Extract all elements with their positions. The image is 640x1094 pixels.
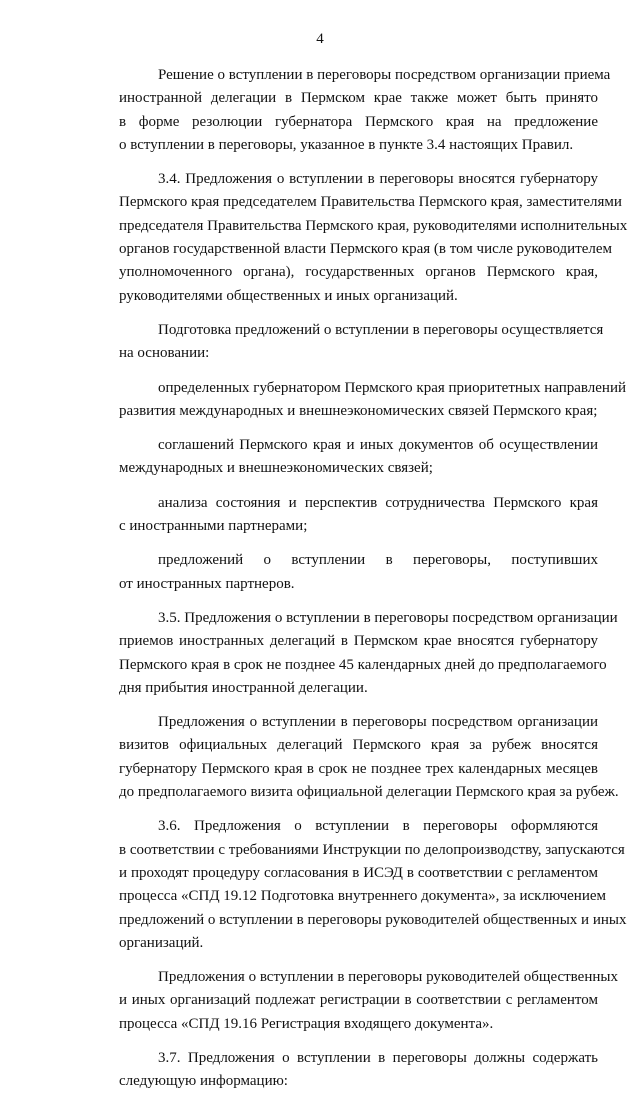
text-line: процесса «СПД 19.12 Подготовка внутреннего документа», за исключением: [119, 888, 606, 905]
text-line: следующую информацию:: [119, 1073, 288, 1090]
text-line: губернатору Пермского края в срок не позднее трех календарных месяцев: [119, 760, 598, 777]
text-line: Предложения о вступлении в переговоры посредством организации: [158, 714, 598, 731]
text-line: и иных организаций подлежат регистрации в соответствии с регламентом: [119, 992, 598, 1009]
text-line: органов государственной власти Пермского края (в том числе руководителем: [119, 241, 613, 258]
text-line: Решение о вступлении в переговоры посредством организации приема: [158, 67, 611, 83]
text-line: визитов официальных делегаций Пермского края за рубеж вносятся: [119, 737, 598, 754]
text-line: руководителями общественных и иных организаций.: [119, 287, 458, 304]
text-line: 3.4. Предложения о вступлении в переговоры вносятся губернатору: [158, 171, 598, 188]
text-line: в форме резолюции губернатора Пермского края на предложение: [119, 113, 598, 130]
paragraph-3-6: [80, 815, 627, 955]
text-line: до предполагаемого визита официальной делегации Пермского края за рубеж.: [119, 784, 619, 801]
paragraph-visits-abroad: [80, 711, 619, 804]
paragraph-decision-resolution: [80, 64, 611, 157]
text-line: о вступлении в переговоры, указанное в пункте 3.4 настоящих Правил.: [119, 136, 574, 153]
text-line: организаций.: [119, 934, 204, 951]
text-line: председателя Правительства Пермского края, руководителями исполнительных: [119, 217, 628, 234]
text-line: международных и внешнеэкономических связей;: [119, 460, 433, 477]
paragraph-partner-proposals: [80, 549, 598, 596]
text-line: анализа состояния и перспектив сотрудничества Пермского края: [158, 494, 598, 511]
text-line: Пермского края в срок не позднее 45 календарных дней до предполагаемого: [119, 656, 607, 673]
text-line: развития международных и внешнеэкономических связей Пермского края;: [119, 402, 598, 419]
paragraph-registration: [80, 966, 618, 1036]
text-line: Подготовка предложений о вступлении в переговоры осуществляется: [158, 321, 604, 338]
text-line: Пермского края председателем Правительства Пермского края, заместителями: [119, 194, 622, 211]
text-line: на основании:: [119, 345, 210, 362]
paragraph-analysis: [80, 492, 598, 539]
text-line: от иностранных партнеров.: [119, 575, 295, 592]
page-number: 4: [316, 31, 324, 47]
text-line: дня прибытия иностранной делегации.: [119, 679, 368, 696]
text-line: уполномоченного органа), государственных органов Пермского края,: [119, 264, 598, 281]
text-line: предложений о вступлении в переговоры, поступивших: [158, 552, 598, 569]
paragraph-priority-directions: [80, 377, 627, 424]
text-line: Предложения о вступлении в переговоры руководителей общественных: [158, 969, 618, 986]
paragraph-3-7: [80, 1047, 598, 1094]
text-line: предложений о вступлении в переговоры руководителей общественных и иных: [119, 911, 627, 928]
text-line: в соответствии с требованиями Инструкции по делопроизводству, запускаются: [119, 841, 625, 858]
text-line: процесса «СПД 19.16 Регистрация входящего документа».: [119, 1015, 494, 1032]
text-line: с иностранными партнерами;: [119, 518, 308, 535]
paragraph-preparation-basis: [80, 319, 604, 366]
document-body: [80, 64, 628, 1094]
text-line: 3.6. Предложения о вступлении в переговоры оформляются: [158, 818, 598, 835]
text-line: приемов иностранных делегаций в Пермском крае вносятся губернатору: [119, 633, 598, 650]
text-line: и проходят процедуру согласования в ИСЭД в соответствии с регламентом: [119, 864, 598, 881]
text-line: 3.5. Предложения о вступлении в переговоры посредством организации: [158, 609, 618, 626]
text-line: определенных губернатором Пермского края приоритетных направлений: [158, 379, 627, 396]
text-line: иностранной делегации в Пермском крае также может быть принято: [119, 90, 598, 107]
text-line: соглашений Пермского края и иных документов об осуществлении: [158, 437, 598, 454]
paragraph-3-4: [80, 168, 628, 308]
paragraph-3-5: [80, 607, 618, 700]
text-line: 3.7. Предложения о вступлении в переговоры должны содержать: [158, 1049, 598, 1066]
paragraph-agreements: [80, 434, 598, 481]
